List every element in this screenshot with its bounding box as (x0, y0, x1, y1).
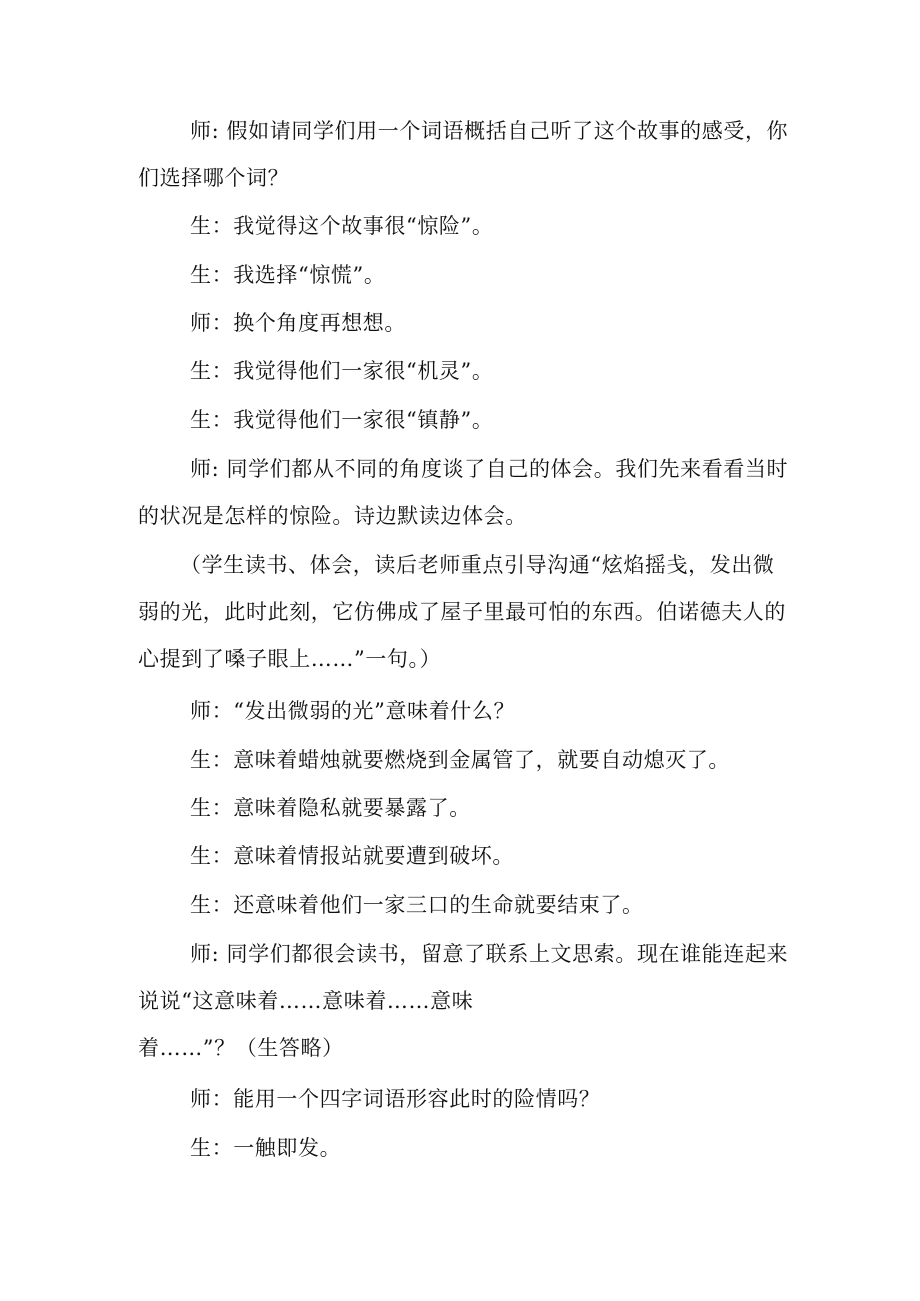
paragraph-2 (138, 203, 788, 250)
text-line: 弱的光，此时此刻，它仿佛成了屋子里最可怕的东西。伯诺德夫人的 (138, 600, 786, 624)
text-line: 生：我觉得他们一家很“镇静”。 (190, 408, 494, 432)
paragraph-14 (138, 931, 788, 1072)
text-line: 生：一触即发。 (190, 1136, 342, 1160)
text-line: 生：我觉得这个故事很“惊险”。 (190, 214, 494, 238)
text-line: 生：我觉得他们一家很“机灵”。 (190, 359, 494, 383)
text-line: （学生读书、体会，读后老师重点引导沟通“炫焰摇戋，发出微 (180, 553, 775, 577)
text-line: 生：我选择“惊慌”。 (190, 263, 386, 287)
text-line: 说说“这意味着……意味着……意味 (138, 989, 474, 1013)
paragraph-1 (138, 108, 788, 202)
paragraph-16 (138, 1125, 788, 1172)
paragraph-8 (138, 542, 788, 683)
text-line: 的状况是怎样的惊险。诗边默读边体会。 (138, 504, 527, 528)
text-line: 生：意味着隐私就要暴露了。 (190, 796, 471, 820)
paragraph-6 (138, 397, 788, 444)
paragraph-12 (138, 833, 788, 880)
paragraph-10 (138, 737, 788, 784)
paragraph-3 (138, 252, 788, 299)
text-line: 师：换个角度再想想。 (190, 311, 406, 335)
text-line: 师: 同学们都很会读书，留意了联系上文思索。现在谁能连起来 (190, 942, 789, 966)
paragraph-4 (138, 300, 788, 347)
paragraph-9 (138, 688, 788, 735)
text-line: 们选择哪个词？ (138, 166, 290, 190)
text-line: 师：能用一个四字词语形容此时的险情吗？ (190, 1087, 601, 1111)
paragraph-11 (138, 785, 788, 832)
paragraph-7 (138, 446, 788, 540)
paragraph-15 (138, 1076, 788, 1123)
paragraph-5 (138, 348, 788, 395)
text-line: 生：意味着情报站就要遭到破坏。 (190, 844, 514, 868)
text-line: 生：还意味着他们一家三口的生命就要结束了。 (190, 893, 644, 917)
text-line: 师: 同学们都从不同的角度谈了自己的体会。我们先来看看当时 (190, 457, 789, 481)
text-line: 着……”？（生答略） (138, 1036, 344, 1060)
paragraph-13 (138, 882, 788, 929)
text-line: 生：意味着蜡烛就要燃烧到金属管了，就要自动熄灭了。 (190, 748, 730, 772)
text-line: 师: 假如请同学们用一个词语概括自己听了这个故事的感受，你 (190, 119, 789, 143)
text-line: 师：“发出微弱的光”意味着什么？ (190, 699, 516, 723)
text-line: 心提到了嗓子眼上……”一句。） (138, 647, 442, 671)
